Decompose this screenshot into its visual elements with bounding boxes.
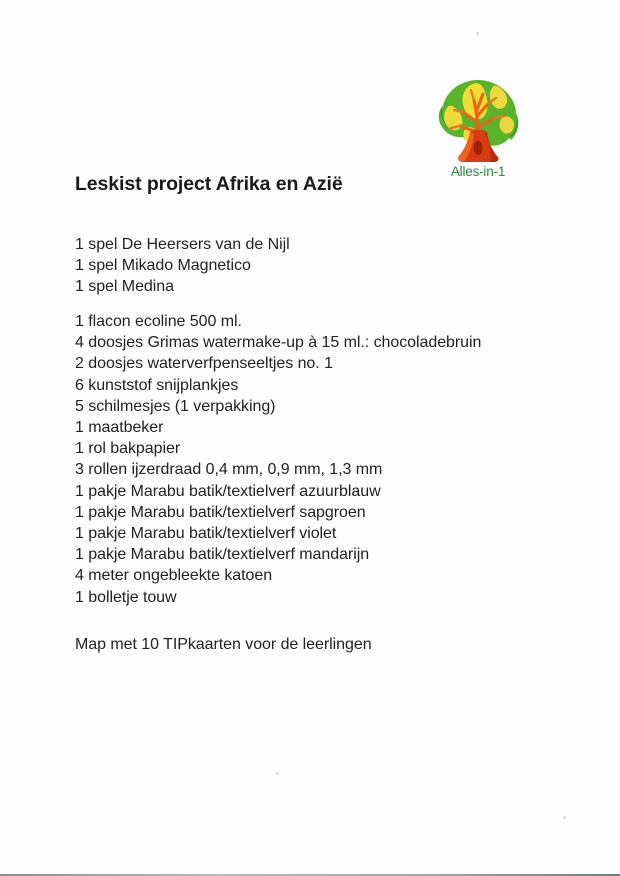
logo-caption: Alles-in-1 — [450, 164, 506, 179]
list-item: 1 spel Medina — [75, 278, 174, 296]
list-item: 4 meter ongebleekte katoen — [75, 567, 273, 585]
list-item: 1 bolletje touw — [75, 588, 177, 606]
list-item: 1 spel De Heersers van de Nijl — [75, 236, 290, 253]
scan-speck — [476, 32, 479, 35]
scan-speck — [563, 816, 566, 819]
list-item: 1 pakje Marabu batik/textielverf violet — [75, 525, 337, 543]
closing-note — [75, 634, 372, 655]
list-item: 1 maatbeker — [75, 419, 164, 437]
list-item: 1 pakje Marabu batik/textielverf sapgroen — [75, 503, 366, 521]
list-item: 2 doosjes waterverfpenseeltjes no. 1 — [75, 355, 333, 373]
games-list — [75, 234, 290, 298]
list-item: 6 kunststof snijplankjes — [75, 376, 239, 394]
list-item: 1 flacon ecoline 500 ml. — [75, 313, 242, 330]
materials-list — [75, 311, 481, 608]
list-item: 1 pakje Marabu batik/textielverf mandarijn — [75, 546, 370, 564]
closing-line: Map met 10 TIPkaarten voor de leerlingen — [75, 636, 372, 653]
list-item: 3 rollen ijzerdraad 0,4 mm, 0,9 mm, 1,3 mm — [75, 461, 383, 479]
page-title: Leskist project Afrika en Azië — [75, 173, 343, 196]
scan-speck — [276, 772, 279, 775]
tree-icon — [430, 72, 526, 166]
alles-in-1-logo — [430, 72, 526, 188]
list-item: 1 pakje Marabu batik/textielverf azuurblauw — [75, 482, 381, 500]
list-item: 5 schilmesjes (1 verpakking) — [75, 397, 276, 415]
list-item: 1 spel Mikado Magnetico — [75, 257, 251, 275]
list-item: 1 rol bakpapier — [75, 440, 181, 458]
list-item: 4 doosjes Grimas watermake-up à 15 ml.: chocoladebruin — [75, 334, 482, 352]
